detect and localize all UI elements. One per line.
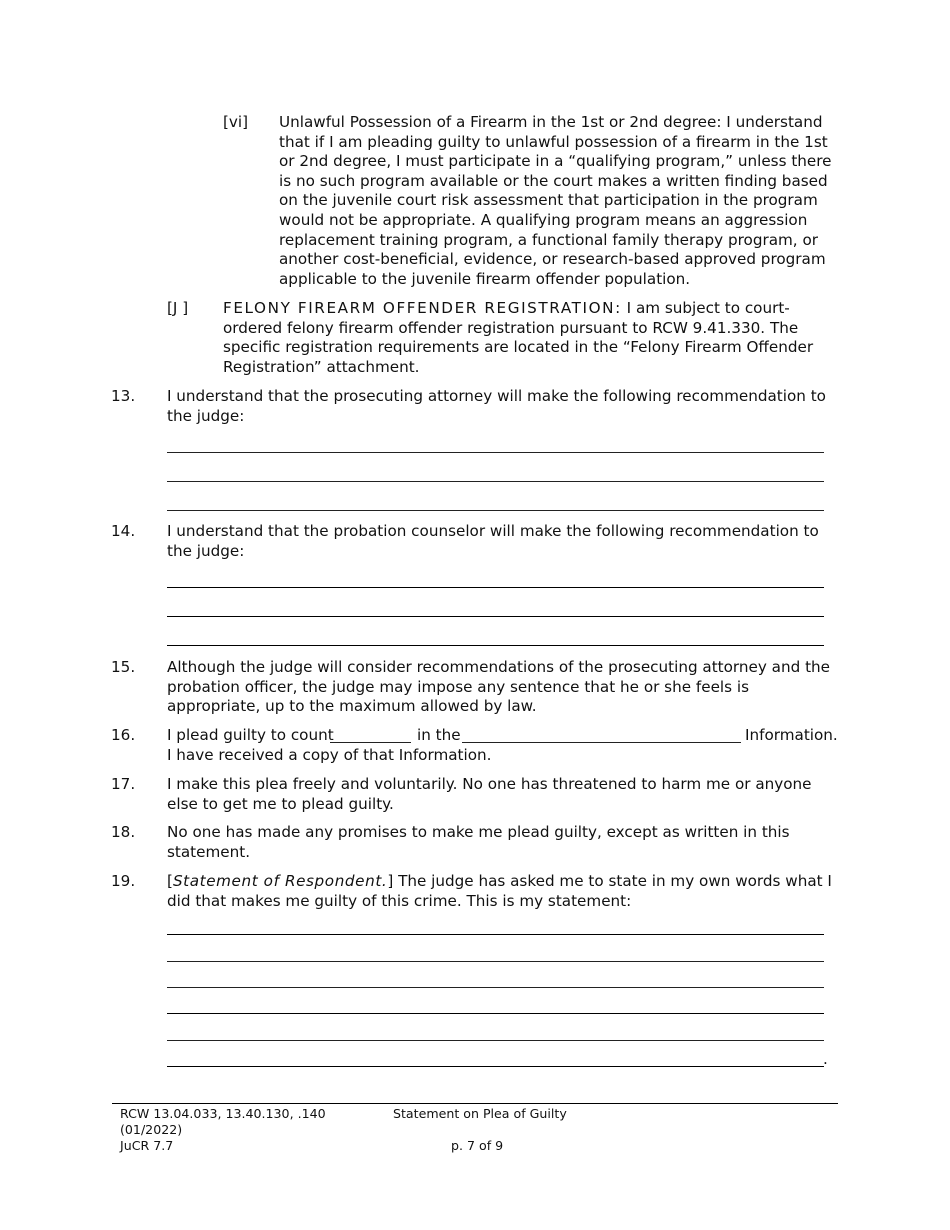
item-13-line-1[interactable]: [167, 452, 824, 453]
statement-line-2[interactable]: [167, 961, 824, 962]
item-14-line-2[interactable]: [167, 616, 824, 617]
item-13-number: 13.: [111, 387, 136, 405]
footer-date: (01/2022): [120, 1122, 183, 1137]
item-15-number: 15.: [111, 658, 136, 676]
item-j-text: I am subject to court-ordered felony firearm offender registration pursuant to RCW 9.41.330. The specific registration requirements are located in the “Felony Firearm Offender Registration” attachment.: [223, 299, 814, 376]
footer-title: Statement on Plea of Guilty: [393, 1106, 567, 1121]
footer-page-number: p. 7 of 9: [451, 1138, 504, 1153]
item-j-label: [J ]: [167, 299, 189, 317]
item-19-body: [167, 872, 839, 911]
item-14-line-3[interactable]: [167, 645, 824, 646]
item-19-number: 19.: [111, 872, 136, 890]
item-18-number: 18.: [111, 823, 136, 841]
statement-line-4[interactable]: [167, 1013, 824, 1014]
item-13-text: I understand that the prosecuting attorney will make the following recommendation to the judge:: [167, 387, 826, 425]
information-blank[interactable]: [462, 742, 741, 743]
item-18-text: No one has made any promises to make me plead guilty, except as written in this statement.: [167, 823, 790, 861]
item-17-number: 17.: [111, 775, 136, 793]
item-j-heading: FELONY FIREARM OFFENDER REGISTRATION:: [223, 299, 622, 317]
item-14-number: 14.: [111, 522, 136, 540]
footer-divider: [112, 1103, 838, 1104]
statement-line-5[interactable]: [167, 1040, 824, 1041]
statement-line-6[interactable]: [167, 1066, 824, 1067]
item-13-line-2[interactable]: [167, 481, 824, 482]
footer-statutes: RCW 13.04.033, 13.40.130, .140: [120, 1106, 326, 1121]
item-16-number: 16.: [111, 726, 136, 744]
statement-line-1[interactable]: [167, 934, 824, 935]
statement-end-period: .: [823, 1050, 828, 1068]
item-vi-label: [vi]: [223, 113, 249, 131]
item-14-line-1[interactable]: [167, 587, 824, 588]
item-16-text-d: I have received a copy of that Information.: [167, 746, 492, 764]
count-blank[interactable]: [330, 742, 411, 743]
item-19-close-bracket: ]: [387, 872, 394, 890]
item-15-text: Although the judge will consider recommendations of the prosecuting attorney and the probation officer, the judge may impose any sentence that he or she feels is appropriate, up to the maximum allowed by law.: [167, 658, 831, 716]
item-17-text: I make this plea freely and voluntarily. No one has threatened to harm me or anyone else to get me to plead guilty.: [167, 775, 812, 813]
item-14-text: I understand that the probation counselor will make the following recommendation to the judge:: [167, 522, 819, 560]
item-19-text: The judge has asked me to state in my own words what I did that makes me guilty of this crime. This is my statement:: [167, 872, 832, 910]
item-j-body: [223, 299, 841, 377]
item-16-text-b: in the: [417, 726, 461, 744]
statement-line-3[interactable]: [167, 987, 824, 988]
item-16-text-a: I plead guilty to count: [167, 726, 334, 744]
footer-rule: JuCR 7.7: [120, 1138, 174, 1153]
item-16-text-c: Information.: [745, 726, 838, 744]
item-vi-text: Unlawful Possession of a Firearm in the 1st or 2nd degree: I understand that if I am pleading guilty to unlawful possession of a firearm in the 1st or 2nd degree, I must participate in a “qualifying program,” unless there is no such program available or the court makes a written finding based on the juvenile court risk assessment that participation in the program would not be appropriate. A qualifying program means an aggression replacement training program, a functional family therapy program, or another cost-beneficial, evidence, or research-based approved program applicable to the juvenile firearm offender population.: [279, 113, 832, 288]
item-13-line-3[interactable]: [167, 510, 824, 511]
item-19-open-bracket: [: [167, 872, 173, 890]
item-19-italic-label: Statement of Respondent.: [172, 872, 388, 890]
